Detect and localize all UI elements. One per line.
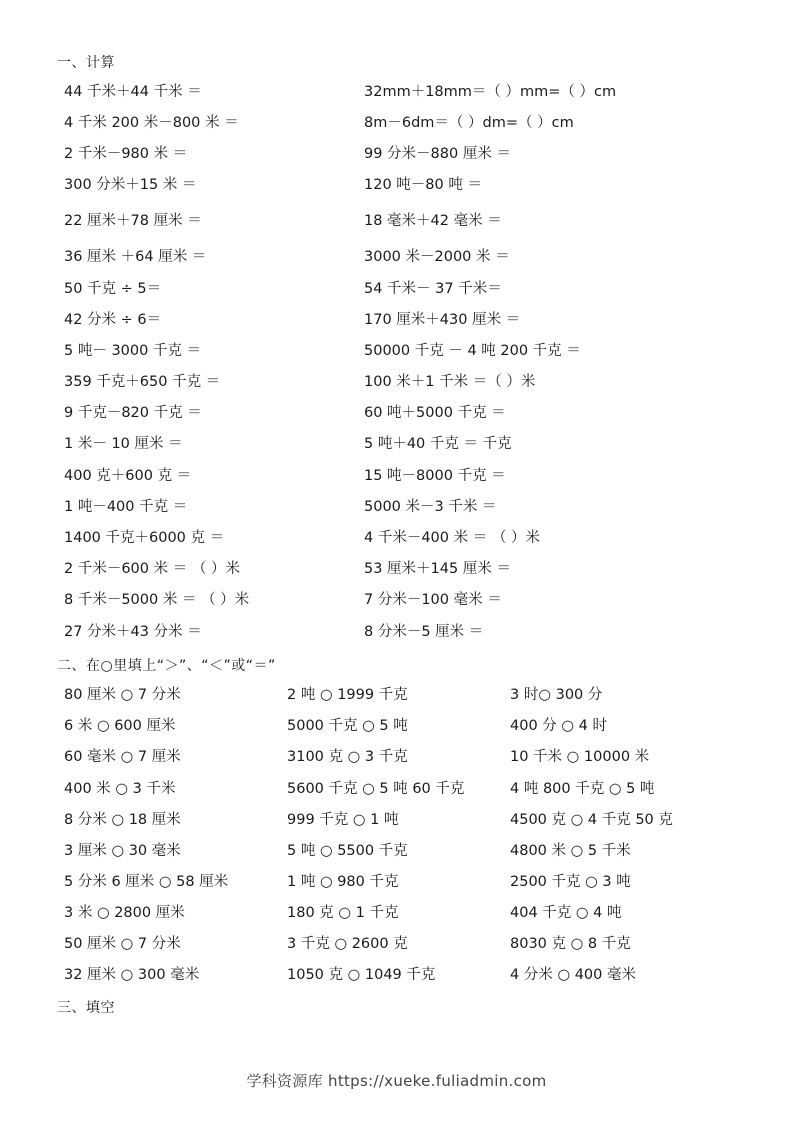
compare-item: 3 时○ 300 分 [510, 687, 603, 703]
compare-item: 999 千克 ○ 1 吨 [287, 812, 399, 828]
calc-right: 120 吨－80 吨 ＝ [364, 177, 482, 193]
section2-title: 二、在○里填上“＞”、“＜”或“＝” [57, 658, 276, 674]
compare-row [0, 963, 793, 987]
calc-row [0, 370, 793, 394]
calc-row [0, 339, 793, 363]
calc-right: 54 千米－ 37 千米＝ [364, 281, 502, 297]
compare-item: 5 分米 6 厘米 ○ 58 厘米 [64, 874, 229, 890]
compare-row [0, 714, 793, 738]
compare-item: 4500 克 ○ 4 千克 50 克 [510, 812, 673, 828]
calc-row [0, 432, 793, 456]
compare-item: 3100 克 ○ 3 千克 [287, 749, 408, 765]
calc-right: 4 千米－400 米 ＝ （ ）米 [364, 530, 540, 546]
calc-left: 1400 千克＋6000 克 ＝ [64, 530, 225, 546]
compare-item: 3 厘米 ○ 30 毫米 [64, 843, 181, 859]
compare-item: 6 米 ○ 600 厘米 [64, 718, 176, 734]
calc-left: 1 米－ 10 厘米 ＝ [64, 436, 183, 452]
compare-item: 80 厘米 ○ 7 分米 [64, 687, 181, 703]
calc-right: 18 毫米＋42 毫米 ＝ [364, 213, 502, 229]
calc-left: 300 分米＋15 米 ＝ [64, 177, 197, 193]
compare-item: 4 吨 800 千克 ○ 5 吨 [510, 781, 655, 797]
calc-right: 53 厘米＋145 厘米 ＝ [364, 561, 511, 577]
calc-row [0, 526, 793, 550]
calc-row [0, 245, 793, 269]
footer-watermark: 学科资源库 https://xueke.fuliadmin.com [246, 1072, 547, 1090]
compare-item: 50 厘米 ○ 7 分米 [64, 936, 181, 952]
compare-item: 60 毫米 ○ 7 厘米 [64, 749, 181, 765]
calc-right: 15 吨－8000 千克 ＝ [364, 468, 506, 484]
calc-left: 5 吨－ 3000 千克 ＝ [64, 343, 202, 359]
compare-row [0, 808, 793, 832]
calc-right: 60 吨＋5000 千克 ＝ [364, 405, 506, 421]
calc-left: 36 厘米 ＋64 厘米 ＝ [64, 249, 207, 265]
compare-item: 5600 千克 ○ 5 吨 60 千克 [287, 781, 465, 797]
section1-title: 一、计算 [57, 55, 115, 71]
section3-title: 三、填空 [57, 1000, 115, 1016]
calc-row [0, 401, 793, 425]
calc-left: 9 千克－820 千克 ＝ [64, 405, 202, 421]
calc-left: 44 千米＋44 千米 ＝ [64, 84, 202, 100]
calc-row [0, 142, 793, 166]
calc-right: 8m－6dm＝（ ）dm=（ ）cm [364, 115, 574, 131]
calc-left: 8 千米－5000 米 ＝ （ ）米 [64, 592, 250, 608]
calc-right: 3000 米－2000 米 ＝ [364, 249, 510, 265]
calc-left: 22 厘米＋78 厘米 ＝ [64, 213, 202, 229]
compare-item: 404 千克 ○ 4 吨 [510, 905, 622, 921]
calc-left: 50 千克 ÷ 5＝ [64, 281, 162, 297]
compare-row [0, 683, 793, 707]
calc-row [0, 308, 793, 332]
calc-row [0, 209, 793, 233]
calc-row [0, 277, 793, 301]
calc-right: 170 厘米＋430 厘米 ＝ [364, 312, 521, 328]
compare-item: 4800 米 ○ 5 千米 [510, 843, 631, 859]
calc-left: 400 克＋600 克 ＝ [64, 468, 192, 484]
calc-left: 1 吨－400 千克 ＝ [64, 499, 188, 515]
calc-row [0, 495, 793, 519]
calc-row [0, 588, 793, 612]
compare-item: 10 千米 ○ 10000 米 [510, 749, 650, 765]
compare-item: 2500 千克 ○ 3 吨 [510, 874, 631, 890]
compare-item: 5 吨 ○ 5500 千克 [287, 843, 408, 859]
compare-item: 400 米 ○ 3 千米 [64, 781, 176, 797]
calc-right: 5000 米－3 千米 ＝ [364, 499, 497, 515]
calc-left: 27 分米＋43 分米 ＝ [64, 624, 202, 640]
compare-item: 180 克 ○ 1 千克 [287, 905, 399, 921]
calc-left: 359 千克＋650 千克 ＝ [64, 374, 221, 390]
calc-right: 5 吨＋40 千克 ＝ 千克 [364, 436, 512, 452]
compare-row [0, 901, 793, 925]
compare-row [0, 839, 793, 863]
compare-row [0, 745, 793, 769]
calc-left: 42 分米 ÷ 6＝ [64, 312, 162, 328]
calc-left: 2 千米－980 米 ＝ [64, 146, 188, 162]
calc-right: 8 分米－5 厘米 ＝ [364, 624, 484, 640]
compare-item: 3 千克 ○ 2600 克 [287, 936, 408, 952]
calc-row [0, 80, 793, 104]
calc-right: 7 分米－100 毫米 ＝ [364, 592, 502, 608]
calc-row [0, 111, 793, 135]
compare-item: 2 吨 ○ 1999 千克 [287, 687, 408, 703]
compare-item: 1 吨 ○ 980 千克 [287, 874, 399, 890]
compare-item: 4 分米 ○ 400 毫米 [510, 967, 636, 983]
compare-item: 8 分米 ○ 18 厘米 [64, 812, 181, 828]
compare-item: 32 厘米 ○ 300 毫米 [64, 967, 200, 983]
calc-right: 99 分米－880 厘米 ＝ [364, 146, 511, 162]
compare-item: 1050 克 ○ 1049 千克 [287, 967, 436, 983]
calc-row [0, 173, 793, 197]
calc-right: 50000 千克 － 4 吨 200 千克 ＝ [364, 343, 581, 359]
compare-item: 400 分 ○ 4 时 [510, 718, 607, 734]
calc-row [0, 620, 793, 644]
calc-row [0, 557, 793, 581]
calc-left: 4 千米 200 米－800 米 ＝ [64, 115, 239, 131]
calc-right: 100 米＋1 千米 ＝（ ）米 [364, 374, 536, 390]
calc-right: 32mm＋18mm＝（ ）mm=（ ）cm [364, 84, 617, 100]
compare-row [0, 932, 793, 956]
compare-row [0, 870, 793, 894]
compare-row [0, 777, 793, 801]
calc-row [0, 464, 793, 488]
compare-item: 8030 克 ○ 8 千克 [510, 936, 631, 952]
compare-item: 3 米 ○ 2800 厘米 [64, 905, 185, 921]
compare-item: 5000 千克 ○ 5 吨 [287, 718, 408, 734]
calc-left: 2 千米－600 米 ＝ （ ）米 [64, 561, 240, 577]
